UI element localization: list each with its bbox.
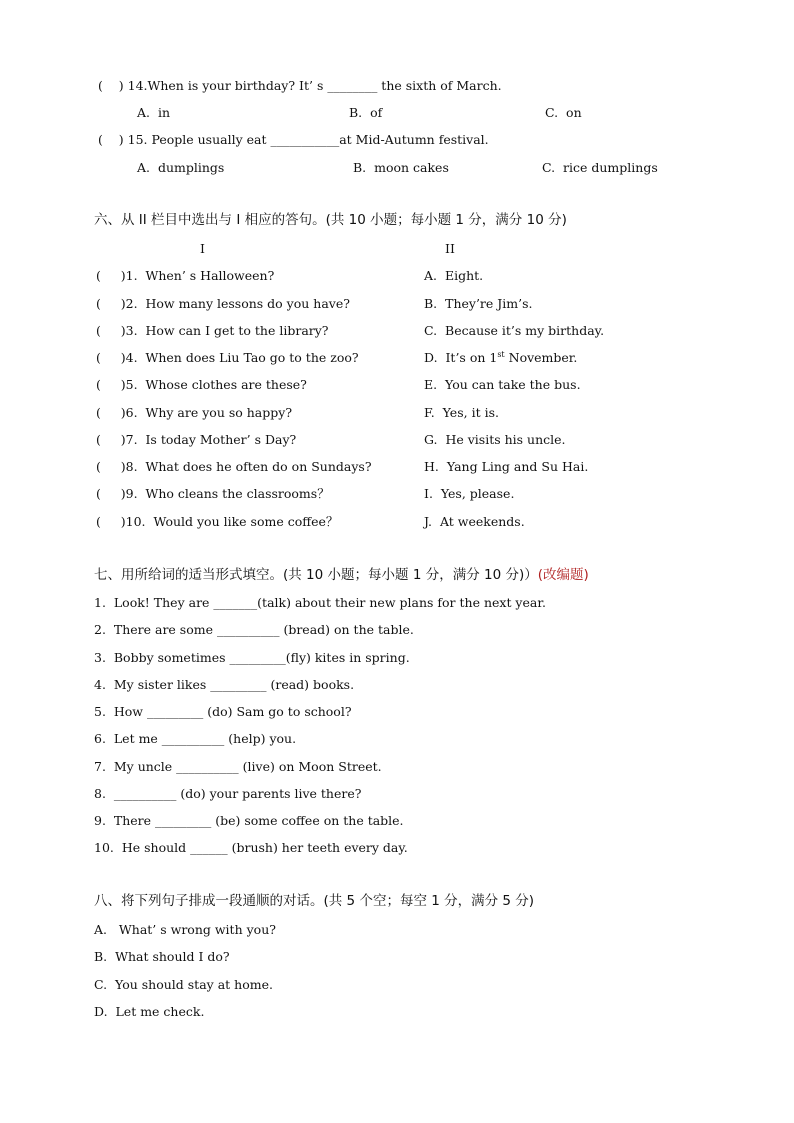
match-question: ( )2. How many lessons do you have? bbox=[96, 296, 350, 311]
match-question: ( )8. What does he often do on Sundays? bbox=[96, 459, 372, 474]
match-answer: I. Yes, please. bbox=[424, 486, 515, 501]
question-15: ( ) 15. People usually eat ___________at Mid-Autumn festival. bbox=[98, 132, 489, 147]
ordinal-suffix: st bbox=[497, 350, 505, 359]
adapted-note: (改编题) bbox=[537, 567, 589, 583]
list-item: 9. There _________ (be) some coffee on the table. bbox=[94, 813, 404, 828]
section-8-title: 八、将下列句子排成一段通顺的对话。(共 5 个空；每空 1 分，满分 5 分) bbox=[94, 893, 535, 909]
match-question: ( )1. When’ s Halloween? bbox=[96, 268, 275, 283]
list-item: 1. Look! They are _______(talk) about their new plans for the next year. bbox=[94, 595, 546, 610]
q14-option-c: C. on bbox=[545, 105, 582, 120]
list-item: 3. Bobby sometimes _________(fly) kites in spring. bbox=[94, 650, 410, 665]
match-answer: E. You can take the bus. bbox=[424, 377, 581, 392]
q14-option-b: B. of bbox=[349, 105, 383, 120]
list-item: C. You should stay at home. bbox=[94, 977, 273, 992]
match-question: ( )5. Whose clothes are these? bbox=[96, 377, 307, 392]
q15-option-c: C. rice dumplings bbox=[542, 160, 658, 175]
q14-option-a: A. in bbox=[137, 105, 170, 120]
match-answer: H. Yang Ling and Su Hai. bbox=[424, 459, 589, 474]
list-item: 6. Let me __________ (help) you. bbox=[94, 731, 297, 746]
list-item: 5. How _________ (do) Sam go to school? bbox=[94, 704, 352, 719]
match-question: ( )6. Why are you so happy? bbox=[96, 405, 293, 420]
match-answer: J. At weekends. bbox=[424, 514, 525, 529]
match-answer: C. Because it’s my birthday. bbox=[424, 323, 605, 338]
match-answer: A. Eight. bbox=[424, 268, 484, 283]
list-item: 10. He should ______ (brush) her teeth every day. bbox=[94, 840, 408, 855]
list-item: 4. My sister likes _________ (read) books. bbox=[94, 677, 355, 692]
match-question: ( )4. When does Liu Tao go to the zoo? bbox=[96, 350, 359, 365]
match-answer: B. They’re Jim’s. bbox=[424, 296, 533, 311]
match-question: ( )3. How can I get to the library? bbox=[96, 323, 329, 338]
q15-option-b: B. moon cakes bbox=[353, 160, 449, 175]
match-question: ( )10. Would you like some coffee？ bbox=[96, 514, 339, 529]
match-question: ( )9. Who cleans the classrooms？ bbox=[96, 486, 330, 501]
column-2-header: II bbox=[445, 241, 455, 256]
list-item: A. What’ s wrong with you? bbox=[94, 922, 276, 937]
match-answer-text: D. It’s on 1 bbox=[424, 350, 498, 365]
section-6-title: 六、从 II 栏目中选出与 I 相应的答句。(共 10 小题；每小题 1 分，满分 10 分) bbox=[94, 212, 567, 228]
q15-option-a: A. dumplings bbox=[137, 160, 225, 175]
column-1-header: I bbox=[200, 241, 205, 256]
match-question: ( )7. Is today Mother’ s Day? bbox=[96, 432, 297, 447]
list-item: B. What should I do? bbox=[94, 949, 230, 964]
match-answer: G. He visits his uncle. bbox=[424, 432, 566, 447]
list-item: 7. My uncle __________ (live) on Moon Street. bbox=[94, 759, 382, 774]
section-7-title-text: 七、用所给词的适当形式填空。(共 10 小题；每小题 1 分，满分 10 分)） bbox=[94, 567, 538, 583]
match-answer bbox=[424, 350, 577, 366]
list-item: D. Let me check. bbox=[94, 1004, 205, 1019]
match-answer-tail: November. bbox=[504, 350, 578, 365]
match-answer: F. Yes, it is. bbox=[424, 405, 499, 420]
list-item: 8. __________ (do) your parents live there? bbox=[94, 786, 362, 801]
section-7-title bbox=[94, 567, 589, 583]
question-14: ( ) 14.When is your birthday? It’ s ________ the sixth of March. bbox=[98, 78, 502, 93]
list-item: 2. There are some __________ (bread) on the table. bbox=[94, 622, 414, 637]
